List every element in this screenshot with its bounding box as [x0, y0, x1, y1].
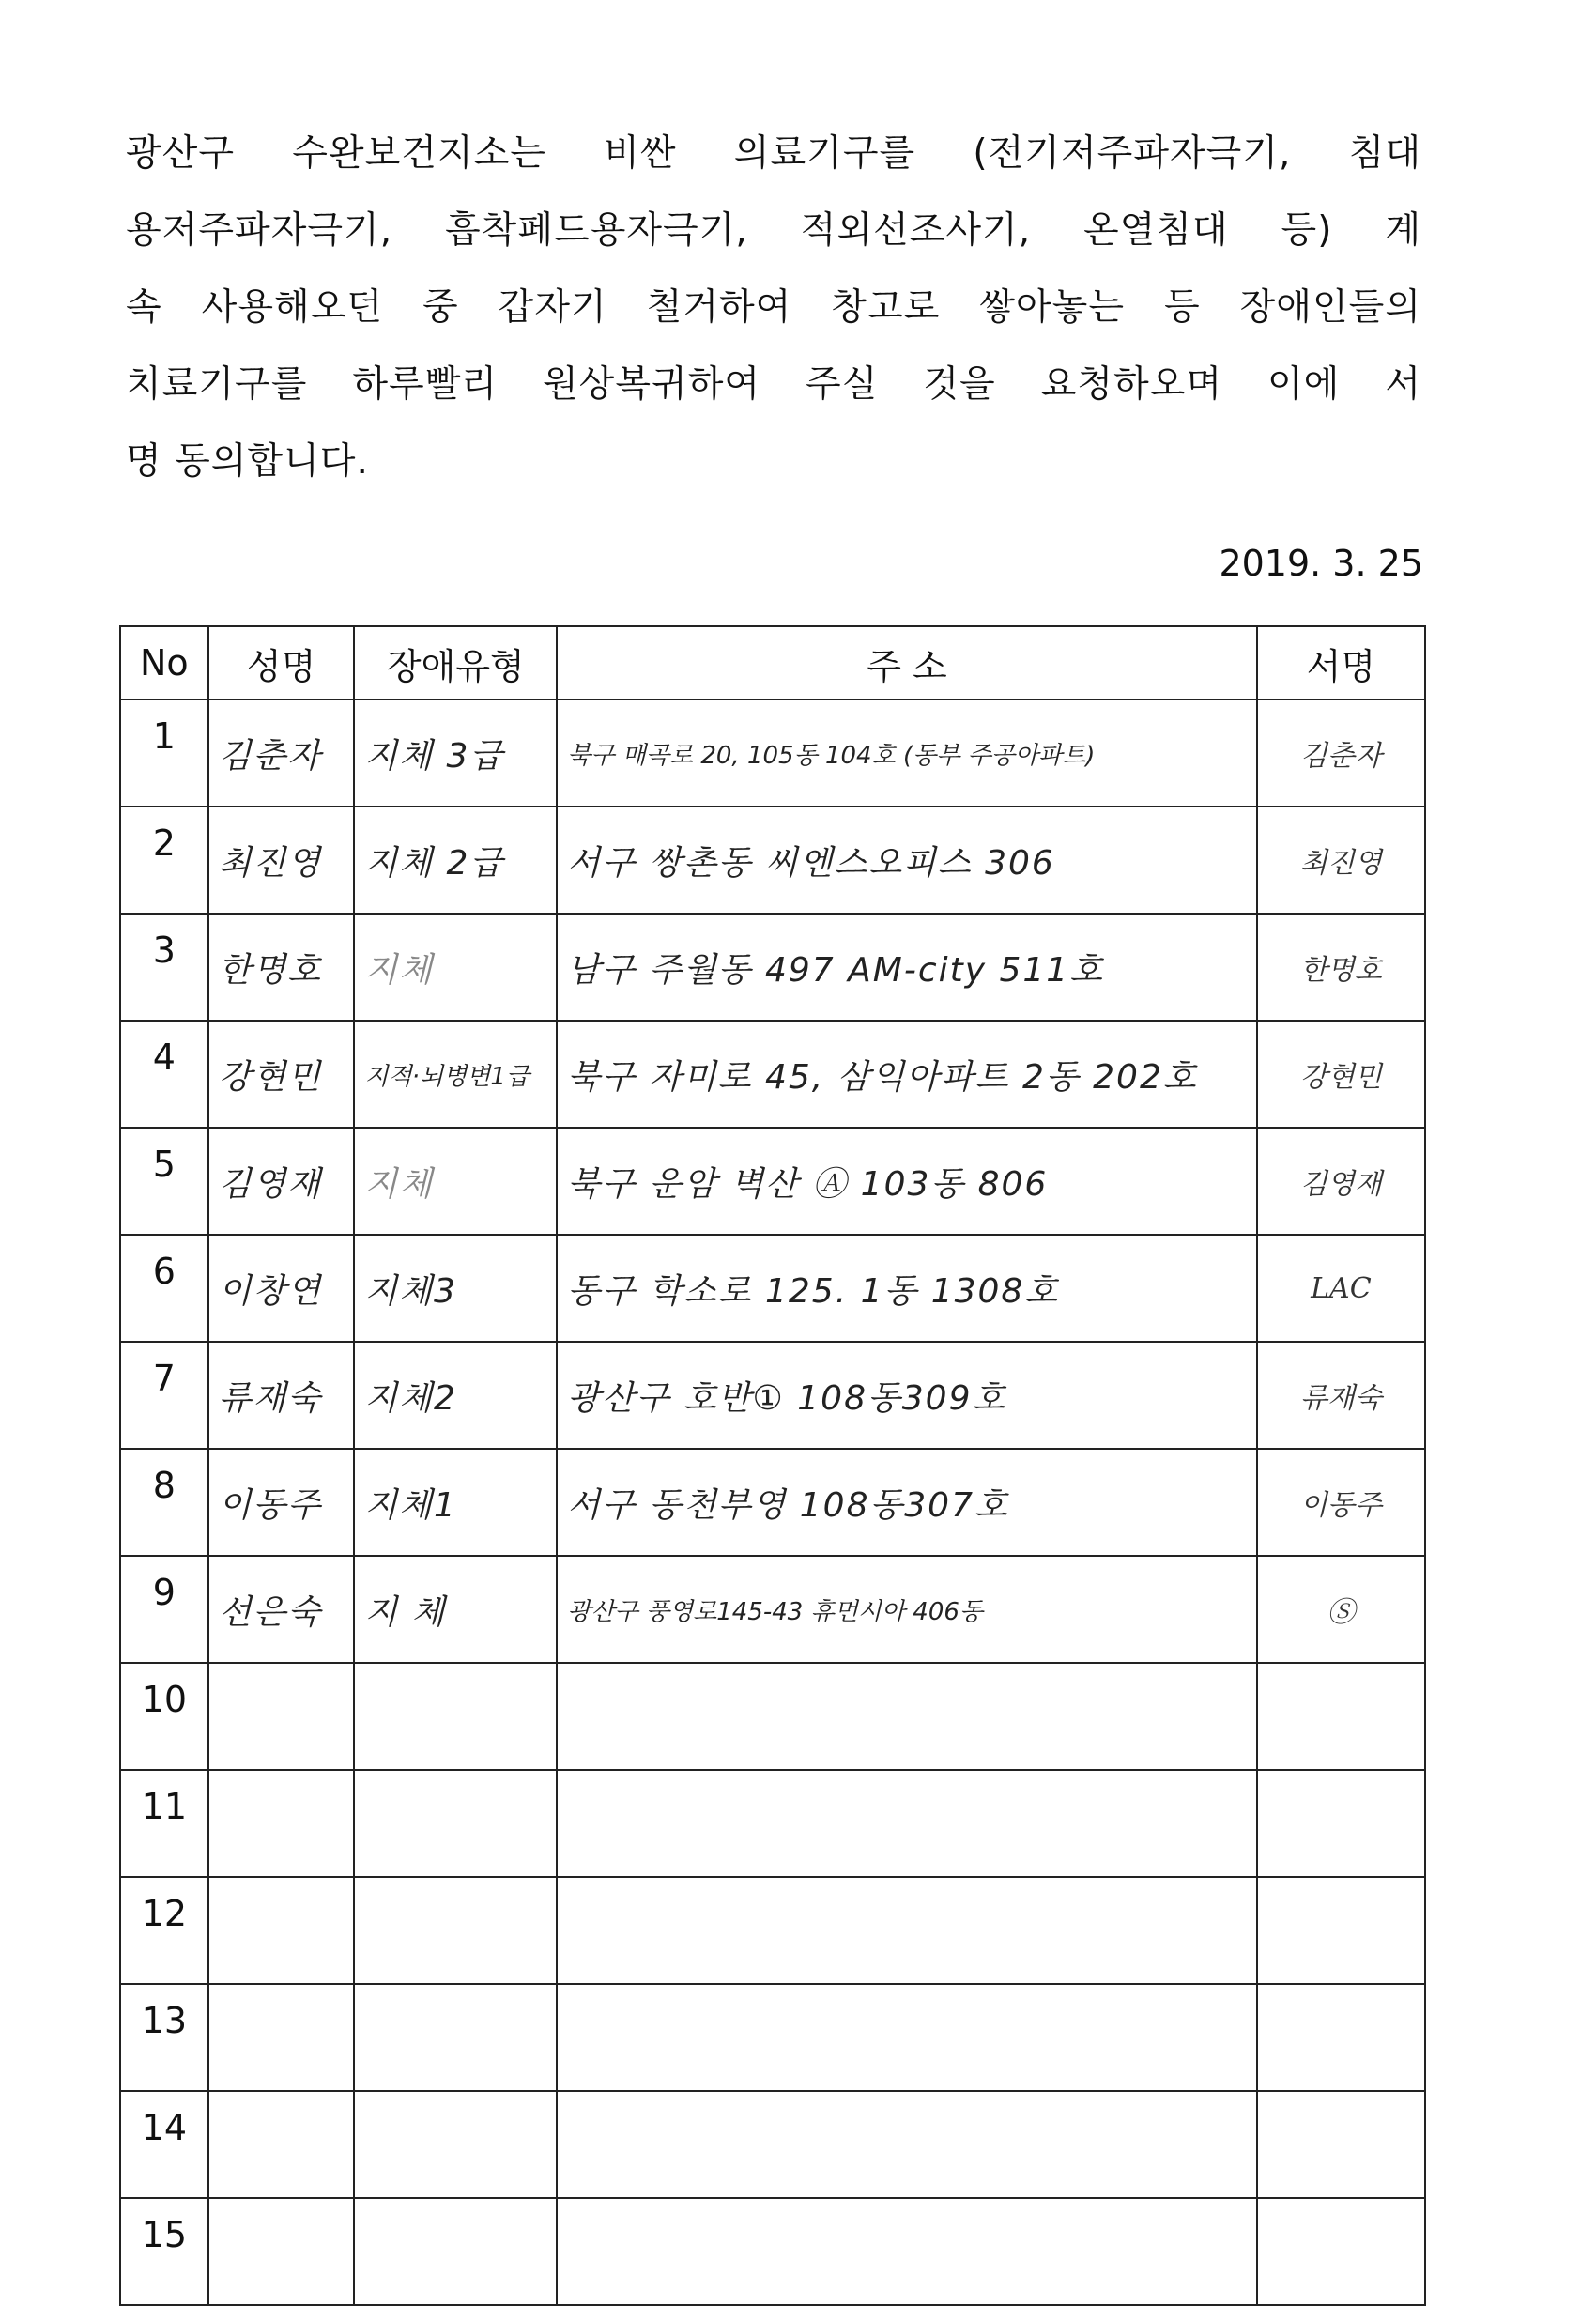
- signer-name: [208, 1663, 355, 1770]
- table-row: [120, 1877, 1425, 1984]
- signer-name: 한명호: [208, 914, 355, 1021]
- petition-text: [126, 124, 1421, 509]
- petition-line: 용저주파자극기, 흡착페드용자극기, 적외선조사기, 온열침대 등) 계: [126, 209, 1421, 252]
- table-row: [120, 2091, 1425, 2198]
- row-number: 11: [120, 1770, 208, 1877]
- signer-signature: 김영재: [1257, 1128, 1425, 1235]
- header-signature: 서명: [1257, 626, 1425, 699]
- signer-signature: [1257, 2091, 1425, 2198]
- signer-name: 이동주: [208, 1449, 355, 1556]
- row-number: 7: [120, 1342, 208, 1449]
- disability-type: [354, 1663, 557, 1770]
- table-row: [120, 2198, 1425, 2305]
- disability-type: [354, 1877, 557, 1984]
- signer-name: [208, 1877, 355, 1984]
- signer-address: [557, 1663, 1257, 1770]
- disability-type: 지체3: [354, 1235, 557, 1342]
- row-number: 2: [120, 807, 208, 914]
- signer-signature: 류재숙: [1257, 1342, 1425, 1449]
- table-row: [120, 1663, 1425, 1770]
- signer-address: [557, 1984, 1257, 2091]
- signer-name: 최진영: [208, 807, 355, 914]
- signer-signature: 한명호: [1257, 914, 1425, 1021]
- signer-signature: [1257, 1663, 1425, 1770]
- signer-signature: 강현민: [1257, 1021, 1425, 1128]
- signer-signature: LAC: [1257, 1235, 1425, 1342]
- row-number: 3: [120, 914, 208, 1021]
- signer-name: [208, 1984, 355, 2091]
- signer-name: 강현민: [208, 1021, 355, 1128]
- row-number: 10: [120, 1663, 208, 1770]
- signer-signature: 최진영: [1257, 807, 1425, 914]
- disability-type: 지체 2급: [354, 807, 557, 914]
- signer-address: 북구 운암 벽산 Ⓐ 103동 806: [557, 1128, 1257, 1235]
- signer-address: [557, 2198, 1257, 2305]
- table-row: [120, 1984, 1425, 2091]
- signer-signature: [1257, 1770, 1425, 1877]
- disability-type: 지체: [354, 1128, 557, 1235]
- signer-name: [208, 2091, 355, 2198]
- row-number: 4: [120, 1021, 208, 1128]
- signer-name: 이창연: [208, 1235, 355, 1342]
- row-number: 12: [120, 1877, 208, 1984]
- signer-address: 광산구 풍영로145-43 휴먼시아 406동: [557, 1556, 1257, 1663]
- disability-type: [354, 1984, 557, 2091]
- disability-type: [354, 2198, 557, 2305]
- signer-address: [557, 2091, 1257, 2198]
- table-row: [120, 1342, 1425, 1449]
- row-number: 6: [120, 1235, 208, 1342]
- signer-name: [208, 2198, 355, 2305]
- row-number: 8: [120, 1449, 208, 1556]
- table-row: [120, 1770, 1425, 1877]
- petition-line: 치료기구를 하루빨리 원상복귀하여 주실 것을 요청하오며 이에 서: [126, 363, 1421, 406]
- signer-address: 남구 주월동 497 AM-city 511호: [557, 914, 1257, 1021]
- table-header-row: [120, 626, 1425, 699]
- header-no: No: [120, 626, 208, 699]
- signer-signature: 이동주: [1257, 1449, 1425, 1556]
- disability-type: 지적·뇌병변1급: [354, 1021, 557, 1128]
- signer-address: [557, 1770, 1257, 1877]
- table-row: [120, 914, 1425, 1021]
- signer-address: [557, 1877, 1257, 1984]
- disability-type: 지체1: [354, 1449, 557, 1556]
- signer-signature: [1257, 2198, 1425, 2305]
- signer-address: 북구 매곡로 20, 105동 104호 (동부 주공아파트): [557, 699, 1257, 807]
- header-disability: 장애유형: [354, 626, 557, 699]
- signer-name: [208, 1770, 355, 1877]
- petition-line: 광산구 수완보건지소는 비싼 의료기구를 (전기저주파자극기, 침대: [126, 132, 1421, 175]
- table-row: [120, 1128, 1425, 1235]
- signer-signature: [1257, 1984, 1425, 2091]
- table-row: [120, 1235, 1425, 1342]
- signature-table: [119, 625, 1426, 2306]
- signer-address: 서구 쌍촌동 씨엔스오피스 306: [557, 807, 1257, 914]
- table-row: [120, 1021, 1425, 1128]
- disability-type: 지체: [354, 914, 557, 1021]
- signer-name: 류재숙: [208, 1342, 355, 1449]
- disability-type: 지체 3급: [354, 699, 557, 807]
- disability-type: 지체2: [354, 1342, 557, 1449]
- petition-line: 명 동의합니다.: [126, 440, 369, 483]
- signer-address: 서구 동천부영 108동307호: [557, 1449, 1257, 1556]
- row-number: 1: [120, 699, 208, 807]
- petition-line: 속 사용해오던 중 갑자기 철거하여 창고로 쌓아놓는 등 장애인들의: [126, 286, 1421, 329]
- signer-name: 선은숙: [208, 1556, 355, 1663]
- table-row: [120, 1556, 1425, 1663]
- signer-name: 김영재: [208, 1128, 355, 1235]
- row-number: 9: [120, 1556, 208, 1663]
- signer-name: 김춘자: [208, 699, 355, 807]
- table-row: [120, 699, 1425, 807]
- petition-date: 2019. 3. 25: [1219, 543, 1423, 584]
- row-number: 13: [120, 1984, 208, 2091]
- signer-address: 동구 학소로 125. 1동 1308호: [557, 1235, 1257, 1342]
- signer-address: 북구 자미로 45, 삼익아파트 2동 202호: [557, 1021, 1257, 1128]
- row-number: 14: [120, 2091, 208, 2198]
- header-name: 성명: [208, 626, 355, 699]
- signer-signature: [1257, 1877, 1425, 1984]
- row-number: 5: [120, 1128, 208, 1235]
- disability-type: 지 체: [354, 1556, 557, 1663]
- disability-type: [354, 1770, 557, 1877]
- signer-signature: Ⓢ: [1257, 1556, 1425, 1663]
- disability-type: [354, 2091, 557, 2198]
- table-row: [120, 807, 1425, 914]
- row-number: 15: [120, 2198, 208, 2305]
- header-address: 주 소: [557, 626, 1257, 699]
- signer-signature: 김춘자: [1257, 699, 1425, 807]
- signer-address: 광산구 호반① 108동309호: [557, 1342, 1257, 1449]
- table-row: [120, 1449, 1425, 1556]
